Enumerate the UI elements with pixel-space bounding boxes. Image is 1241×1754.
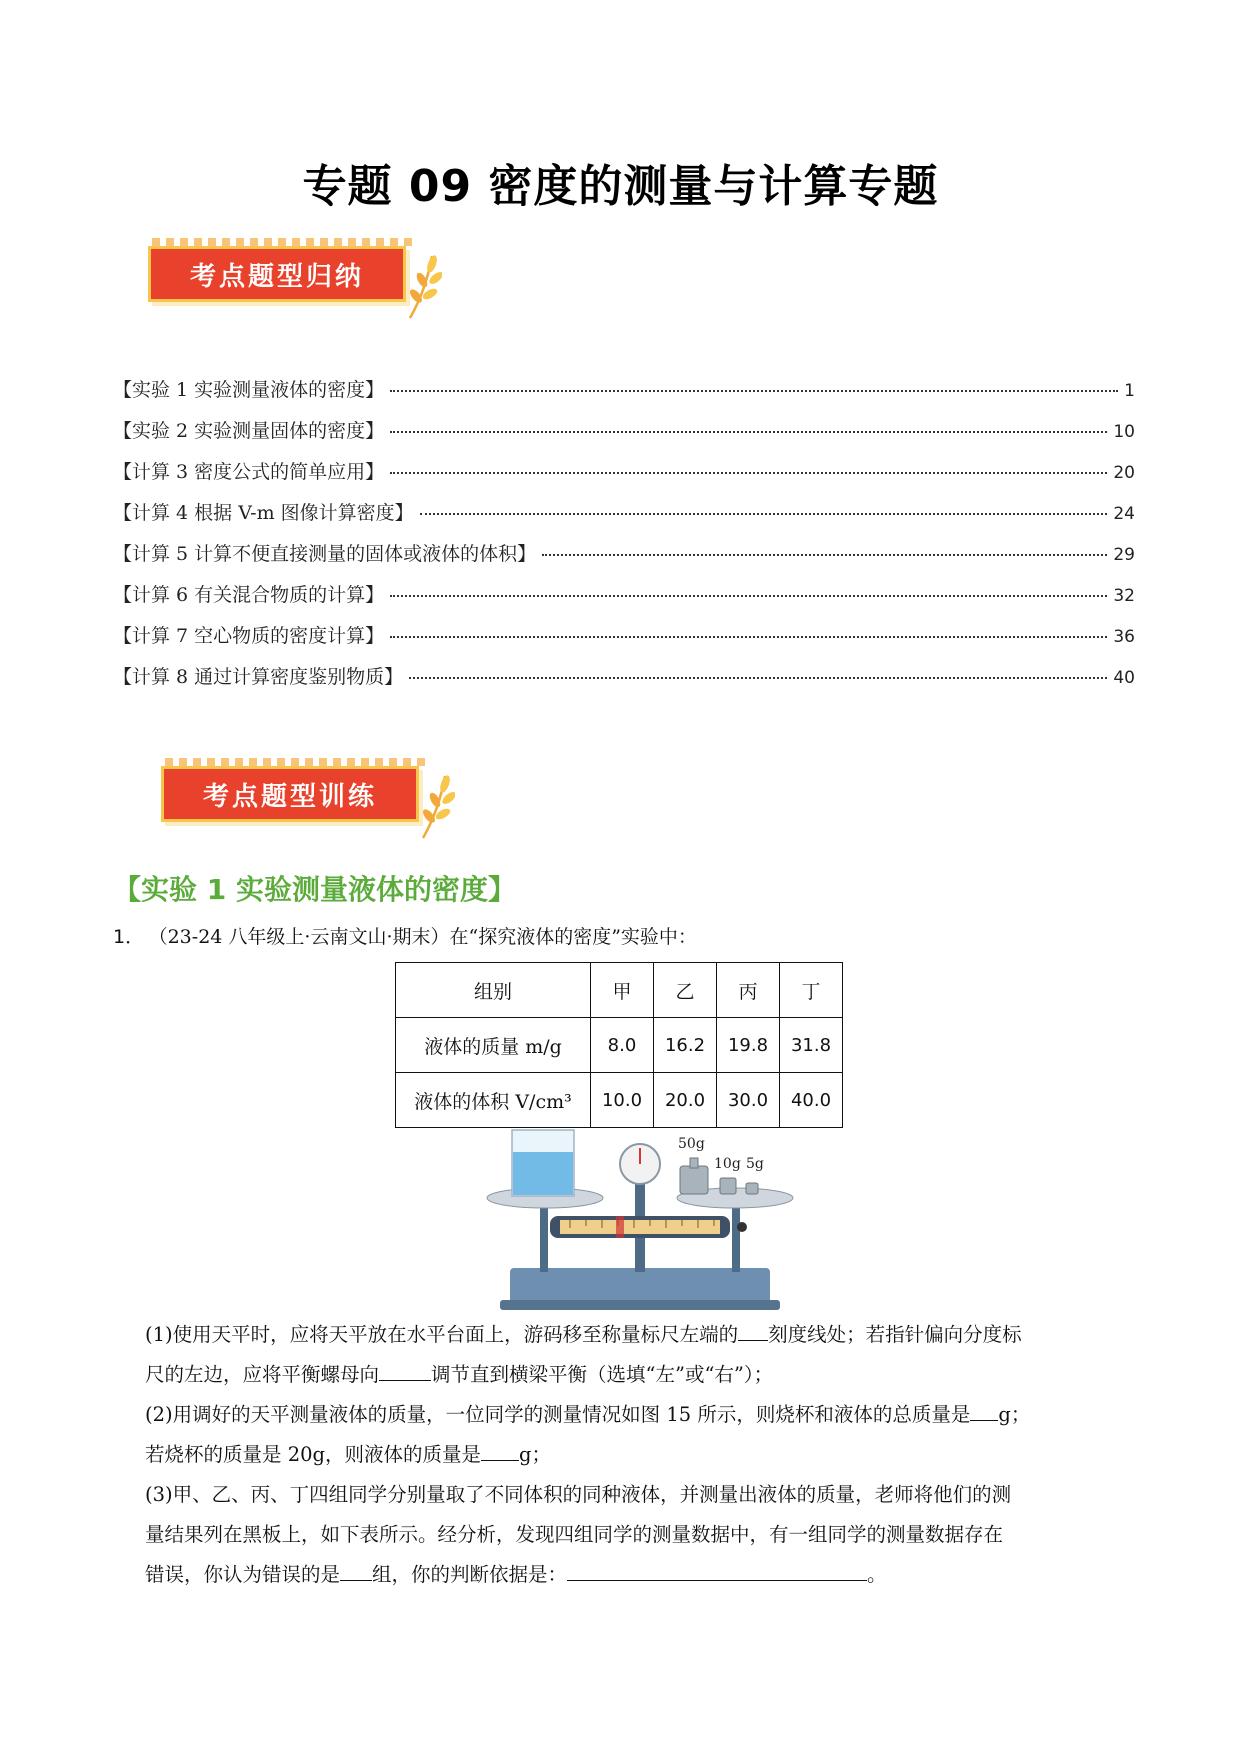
table-row (396, 963, 843, 1018)
toc-entry[interactable] (113, 416, 1135, 457)
data-table (395, 962, 843, 1128)
part-text: 调节直到横梁平衡（选填“左”或“右”）； (431, 1363, 774, 1386)
answer-blank[interactable] (340, 1562, 372, 1581)
toc-entry-page: 36 (1113, 627, 1135, 647)
toc-entry[interactable] (113, 662, 1135, 703)
toc-leader-dots (420, 513, 1108, 515)
toc-entry-page: 20 (1113, 463, 1135, 483)
table-row (396, 1073, 843, 1128)
table-cell: 40.0 (780, 1073, 843, 1128)
toc-entry[interactable] (113, 457, 1135, 498)
part-text: 组，你的判断依据是： (372, 1563, 568, 1586)
table-cell: 组别 (396, 963, 591, 1018)
table-cell: 10.0 (591, 1073, 654, 1128)
toc-entry-label: 【实验 1 实验测量液体的密度】 (113, 379, 385, 401)
table-cell: 8.0 (591, 1018, 654, 1073)
toc-leader-dots (390, 390, 1118, 392)
part-text: 量结果列在黑板上，如下表所示。经分析，发现四组同学的测量数据中，有一组同学的测量数据存在 (145, 1523, 1004, 1546)
toc-entry-label: 【计算 6 有关混合物质的计算】 (113, 584, 385, 606)
answer-blank[interactable] (970, 1402, 998, 1421)
toc-leader-dots (390, 431, 1107, 433)
toc-leader-dots (390, 595, 1107, 597)
table-of-contents (113, 375, 1135, 703)
page-title: 专题 09 密度的测量与计算专题 (302, 161, 939, 212)
table-cell: 液体的质量 m/g (396, 1018, 591, 1073)
part-text: 尺的左边，应将平衡螺母向 (145, 1363, 380, 1386)
table-cell: 20.0 (654, 1073, 717, 1128)
question-part-3 (145, 1475, 1125, 1595)
answer-blank[interactable] (481, 1442, 519, 1461)
banner-dots (152, 238, 412, 246)
toc-entry-page: 1 (1124, 381, 1135, 401)
question-number: 1． (113, 926, 145, 948)
question-part-1 (145, 1315, 1125, 1395)
answer-blank[interactable] (738, 1322, 768, 1341)
table-cell: 丙 (717, 963, 780, 1018)
banner-label: 考点题型归纳 (189, 261, 364, 292)
weight-label: 50g (678, 1136, 705, 1152)
table-cell: 甲 (591, 963, 654, 1018)
part-text: 。 (867, 1563, 887, 1586)
weight-50g (680, 1166, 708, 1194)
balance-scale-figure (480, 1128, 800, 1318)
summary-banner (140, 238, 440, 318)
toc-entry-label: 【计算 5 计算不便直接测量的固体或液体的体积】 (113, 543, 537, 565)
toc-entry-label: 【计算 3 密度公式的简单应用】 (113, 461, 385, 483)
toc-entry-label: 【计算 8 通过计算密度鉴别物质】 (113, 666, 404, 688)
toc-leader-dots (390, 636, 1107, 638)
part-text: (2)用调好的天平测量液体的质量，一位同学的测量情况如图 15 所示，则烧杯和液体的总质量是 (145, 1403, 971, 1426)
table-cell: 30.0 (717, 1073, 780, 1128)
table-cell: 31.8 (780, 1018, 843, 1073)
part-text: 刻度线处；若指针偏向分度标 (768, 1323, 1022, 1346)
banner-plate (148, 246, 406, 302)
question-text: （23-24 八年级上·云南文山·期末）在“探究液体的密度”实验中： (158, 926, 697, 948)
part-text: (1)使用天平时，应将天平放在水平台面上，游码移至称量标尺左端的 (145, 1323, 739, 1346)
toc-entry-page: 29 (1113, 545, 1135, 565)
toc-entry[interactable] (113, 375, 1135, 416)
training-banner (153, 758, 453, 838)
toc-leader-dots (409, 677, 1107, 679)
toc-entry-page: 10 (1113, 422, 1135, 442)
scale-base (510, 1268, 770, 1304)
banner-plate (161, 766, 419, 822)
toc-entry-label: 【计算 7 空心物质的密度计算】 (113, 625, 385, 647)
part-text: g； (519, 1443, 551, 1466)
part-text: g； (998, 1403, 1031, 1426)
part-text: 错误，你认为错误的是 (145, 1563, 341, 1586)
wheat-leaf-icon (415, 770, 455, 840)
answer-blank[interactable] (567, 1562, 867, 1581)
banner-dots (165, 758, 425, 766)
wheat-leaf-icon (402, 250, 442, 320)
section-heading: 【实验 1 实验测量液体的密度】 (113, 873, 516, 906)
part-text: 若烧杯的质量是 20g，则液体的质量是 (145, 1443, 481, 1466)
toc-entry-page: 40 (1113, 668, 1135, 688)
table-cell: 16.2 (654, 1018, 717, 1073)
toc-entry[interactable] (113, 539, 1135, 580)
toc-entry-page: 32 (1113, 586, 1135, 606)
toc-entry[interactable] (113, 498, 1135, 539)
table-cell: 液体的体积 V/cm³ (396, 1073, 591, 1128)
weight-10g (720, 1178, 736, 1194)
toc-leader-dots (390, 472, 1107, 474)
toc-entry-label: 【计算 4 根据 V-m 图像计算密度】 (113, 502, 414, 524)
part-text: (3)甲、乙、丙、丁四组同学分别量取了不同体积的同种液体，并测量出液体的质量，老师将他们的测 (145, 1483, 1012, 1506)
toc-entry-label: 【实验 2 实验测量固体的密度】 (113, 420, 385, 442)
question-part-2 (145, 1395, 1125, 1475)
toc-entry-page: 24 (1113, 504, 1135, 524)
table-cell: 乙 (654, 963, 717, 1018)
toc-entry[interactable] (113, 580, 1135, 621)
banner-label: 考点题型训练 (202, 781, 377, 812)
toc-entry[interactable] (113, 621, 1135, 662)
question-intro (113, 922, 697, 949)
weight-label: 5g (746, 1156, 764, 1172)
table-row (396, 1018, 843, 1073)
rider-scale (560, 1220, 720, 1234)
weight-5g (746, 1183, 758, 1194)
table-cell: 19.8 (717, 1018, 780, 1073)
answer-blank[interactable] (379, 1362, 431, 1381)
table-cell: 丁 (780, 963, 843, 1018)
toc-leader-dots (542, 554, 1107, 556)
weight-label: 10g (714, 1156, 741, 1172)
